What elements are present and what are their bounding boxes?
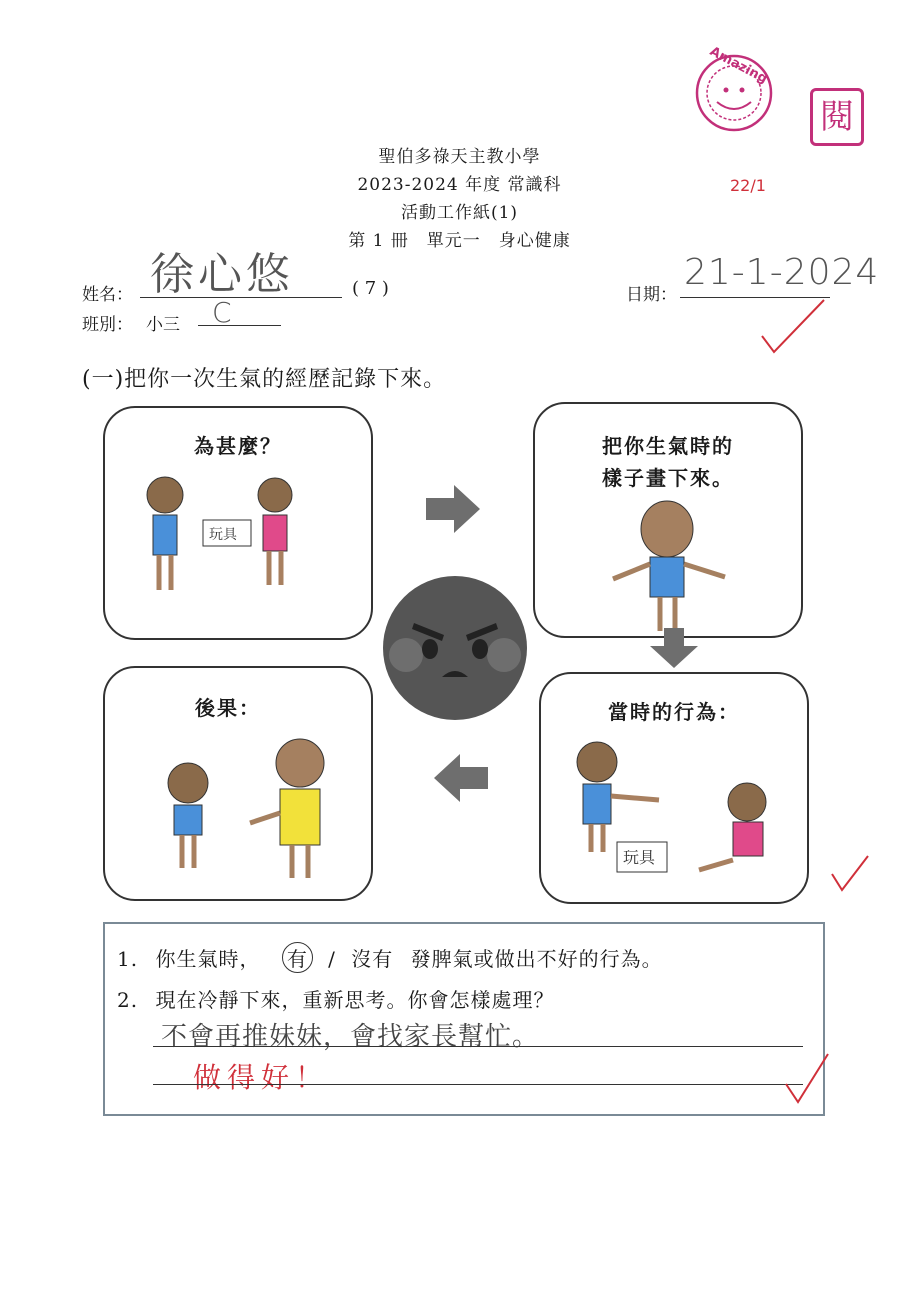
name-underline	[140, 297, 342, 298]
reviewed-stamp-char: 閱	[820, 97, 854, 137]
amazing-stamp	[693, 44, 775, 134]
amazing-stamp-text: Amazing	[707, 44, 770, 87]
panel-consequence-title: 後果：	[195, 696, 261, 720]
name-label: 姓名：	[82, 285, 133, 305]
class-number: ( 7 )	[352, 278, 389, 299]
school-year: 2023-2024 年度 常識科	[357, 175, 562, 195]
q1-option-yes: 有	[282, 942, 313, 973]
question-1	[117, 942, 663, 973]
date-label: 日期：	[626, 285, 677, 305]
q1-text-b: 發脾氣或做出不好的行為。	[410, 947, 663, 971]
arrow-down-icon	[648, 626, 700, 670]
class-value: C	[212, 296, 232, 329]
section-title: (一)把你一次生氣的經歷記錄下來。	[82, 367, 447, 392]
answer-line-1	[153, 1046, 803, 1047]
date-value: 21-1-2024	[684, 252, 880, 293]
toy-label-2: 玩具	[623, 848, 656, 867]
panel-draw-line1: 把你生氣時的	[602, 434, 734, 458]
q1-separator: /	[328, 947, 336, 971]
score-mark: 22/1	[730, 176, 766, 195]
q2-text: 現在冷靜下來，重新思考。你會怎樣處理？	[155, 988, 555, 1012]
panel-why	[103, 406, 373, 640]
school-name: 聖伯多祿天主教小學	[378, 147, 541, 167]
panel-why-title: 為甚麼？	[194, 434, 282, 458]
toy-label: 玩具	[209, 527, 237, 543]
q1-text-a: 你生氣時，	[155, 947, 261, 971]
arrow-right-icon	[424, 483, 482, 535]
panel-behavior	[539, 672, 809, 904]
panel-consequence	[103, 666, 373, 901]
checkmark-icon	[784, 1050, 830, 1106]
panel-draw	[533, 402, 803, 638]
answer-line-2	[153, 1084, 803, 1085]
arrow-left-icon	[432, 752, 490, 804]
reviewed-stamp	[810, 88, 864, 146]
unit-title: 第 1 冊 單元一 身心健康	[348, 231, 571, 251]
q1-option-no: 沒有	[351, 947, 394, 971]
class-underline	[198, 325, 281, 326]
checkmark-icon	[830, 852, 870, 894]
panel-draw-line2: 樣子畫下來。	[602, 466, 734, 490]
angry-child-drawing-icon	[605, 499, 735, 634]
pushing-children-drawing-icon	[569, 732, 789, 887]
q2-number: 2.	[117, 988, 139, 1012]
q1-number: 1.	[117, 947, 139, 971]
name-value: 徐心悠	[150, 249, 294, 300]
scolding-parent-drawing-icon	[150, 723, 360, 883]
checkmark-icon	[758, 296, 828, 358]
worksheet-title: 活動工作紙(1)	[400, 203, 519, 223]
answer-text: 不會再推妹妹，會找家長幫忙。	[161, 1022, 540, 1052]
angry-face-icon	[378, 573, 532, 723]
teacher-comment: 做得好！	[193, 1061, 330, 1094]
question-box	[103, 922, 825, 1116]
class-prefix: 小三	[146, 315, 180, 335]
two-children-toy-drawing-icon	[135, 470, 315, 600]
class-label: 班別：	[82, 315, 133, 335]
question-2	[117, 984, 554, 1013]
panel-behavior-title: 當時的行為：	[608, 700, 740, 724]
